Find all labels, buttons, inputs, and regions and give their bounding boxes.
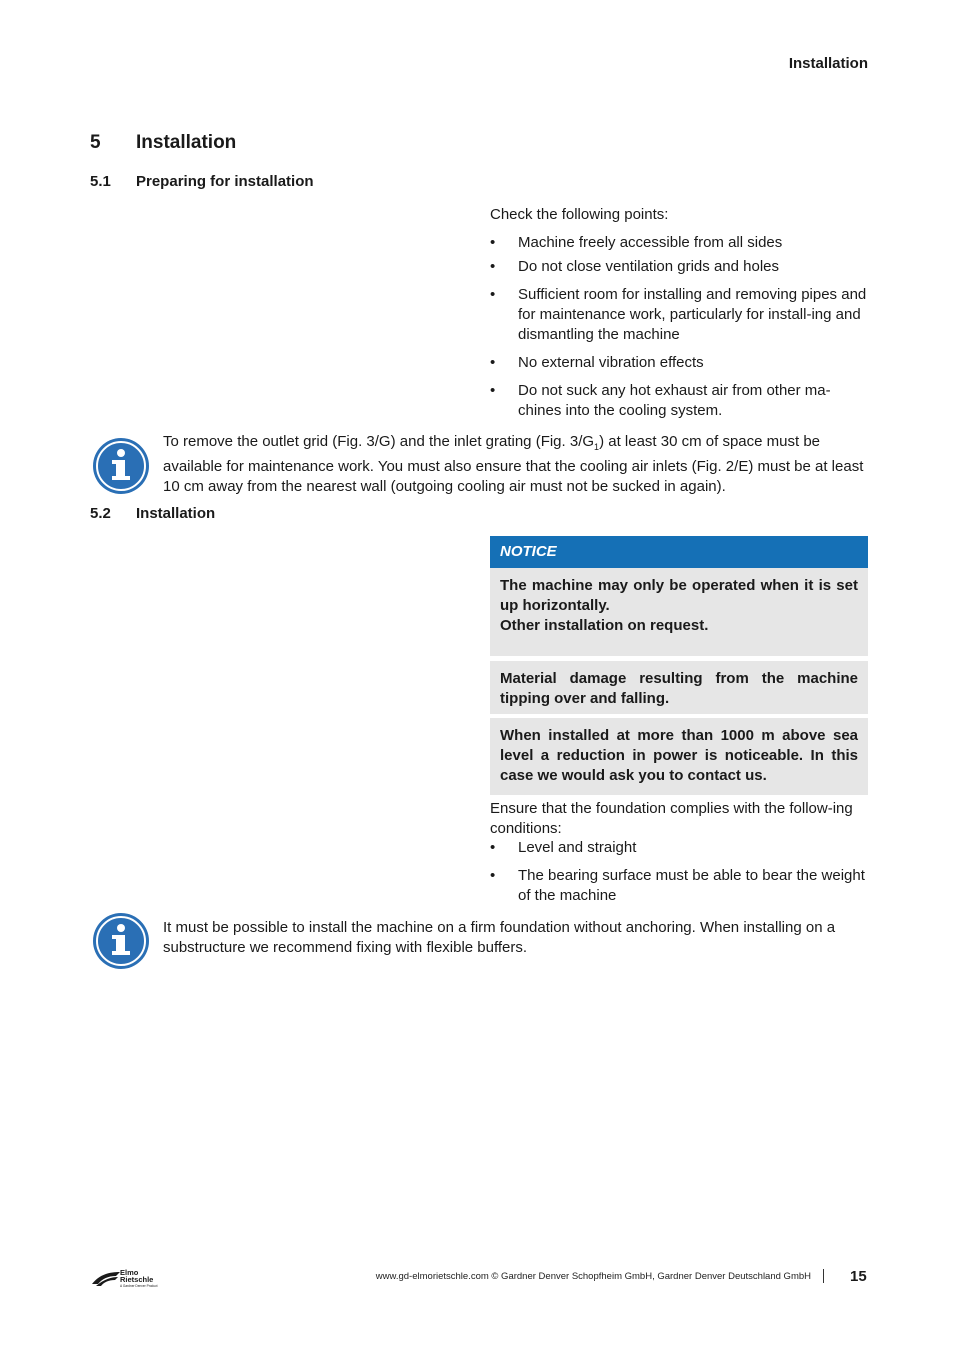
list-item: • Level and straight bbox=[490, 838, 868, 858]
svg-text:A Gardner Denver Product: A Gardner Denver Product bbox=[120, 1284, 158, 1288]
checklist-intro: Check the following points: bbox=[490, 206, 669, 223]
notice-text: The machine may only be operated when it is set up horizontally. bbox=[500, 577, 858, 614]
list-item: • Do not close ventilation grids and holes bbox=[490, 257, 868, 277]
subsection-title: Installation bbox=[136, 505, 216, 522]
foundation-list bbox=[490, 838, 868, 906]
list-item: • Sufficient room for installing and removing pipes and for maintenance work, particularly for install-ing and dismantling the machine bbox=[490, 285, 868, 345]
subsection-number: 5.1 bbox=[90, 173, 111, 190]
list-item: • The bearing surface must be able to bear the weight of the machine bbox=[490, 866, 868, 906]
running-header: Installation bbox=[788, 55, 868, 72]
info-note-foundation: It must be possible to install the machine on a firm foundation without anchoring. When installing on a substructure we recommend fixing with flexible buffers. bbox=[163, 919, 836, 956]
notice-text: Material damage resulting from the machine tipping over and falling. bbox=[500, 670, 858, 707]
page-number: 15 bbox=[850, 1268, 867, 1285]
brand-logo bbox=[90, 1266, 170, 1290]
info-icon bbox=[92, 437, 150, 495]
notice-box bbox=[490, 568, 868, 656]
foundation-intro: Ensure that the foundation complies with the follow-ing conditions: bbox=[490, 800, 853, 837]
subsection-title: Preparing for installation bbox=[136, 173, 314, 190]
list-item: • Do not suck any hot exhaust air from other ma-chines into the cooling system. bbox=[490, 381, 868, 421]
subsection-number: 5.2 bbox=[90, 505, 111, 522]
checklist bbox=[490, 233, 868, 421]
info-note-clearance: To remove the outlet grid (Fig. 3/G) and the inlet grating (Fig. $3/G_1$) at least 30 cm of space must be available for maintenance work. You must also ensure that the cooling air inlets (Fig. 2/E) must be at least 10 cm away from the nearest wall (outgoing cooling air must not be sucked in again). bbox=[163, 433, 864, 495]
footer-copyright: www.gd-elmorietschle.com © Gardner Denver Schopfheim GmbH, Gardner Denver Deutschland GmbH bbox=[375, 1271, 811, 1282]
notice-box bbox=[490, 718, 868, 795]
notice-box bbox=[490, 661, 868, 714]
notice-header: NOTICE bbox=[490, 536, 868, 568]
section-number: 5 bbox=[90, 132, 101, 153]
section-title: Installation bbox=[136, 132, 237, 153]
info-icon bbox=[92, 912, 150, 970]
footer-url[interactable]: www.gd-elmorietschle.com bbox=[375, 1271, 489, 1282]
svg-text:Elmo: Elmo bbox=[120, 1268, 139, 1277]
svg-text:Rietschle: Rietschle bbox=[120, 1275, 154, 1284]
footer-divider bbox=[823, 1269, 824, 1283]
notice-text: When installed at more than 1000 m above sea level a reduction in power is noticeable. In this case we would ask you to contact us. bbox=[500, 727, 858, 784]
list-item: • No external vibration effects bbox=[490, 353, 868, 373]
notice-text: Other installation on request. bbox=[500, 617, 709, 634]
list-item: • Machine freely accessible from all sides bbox=[490, 233, 868, 253]
